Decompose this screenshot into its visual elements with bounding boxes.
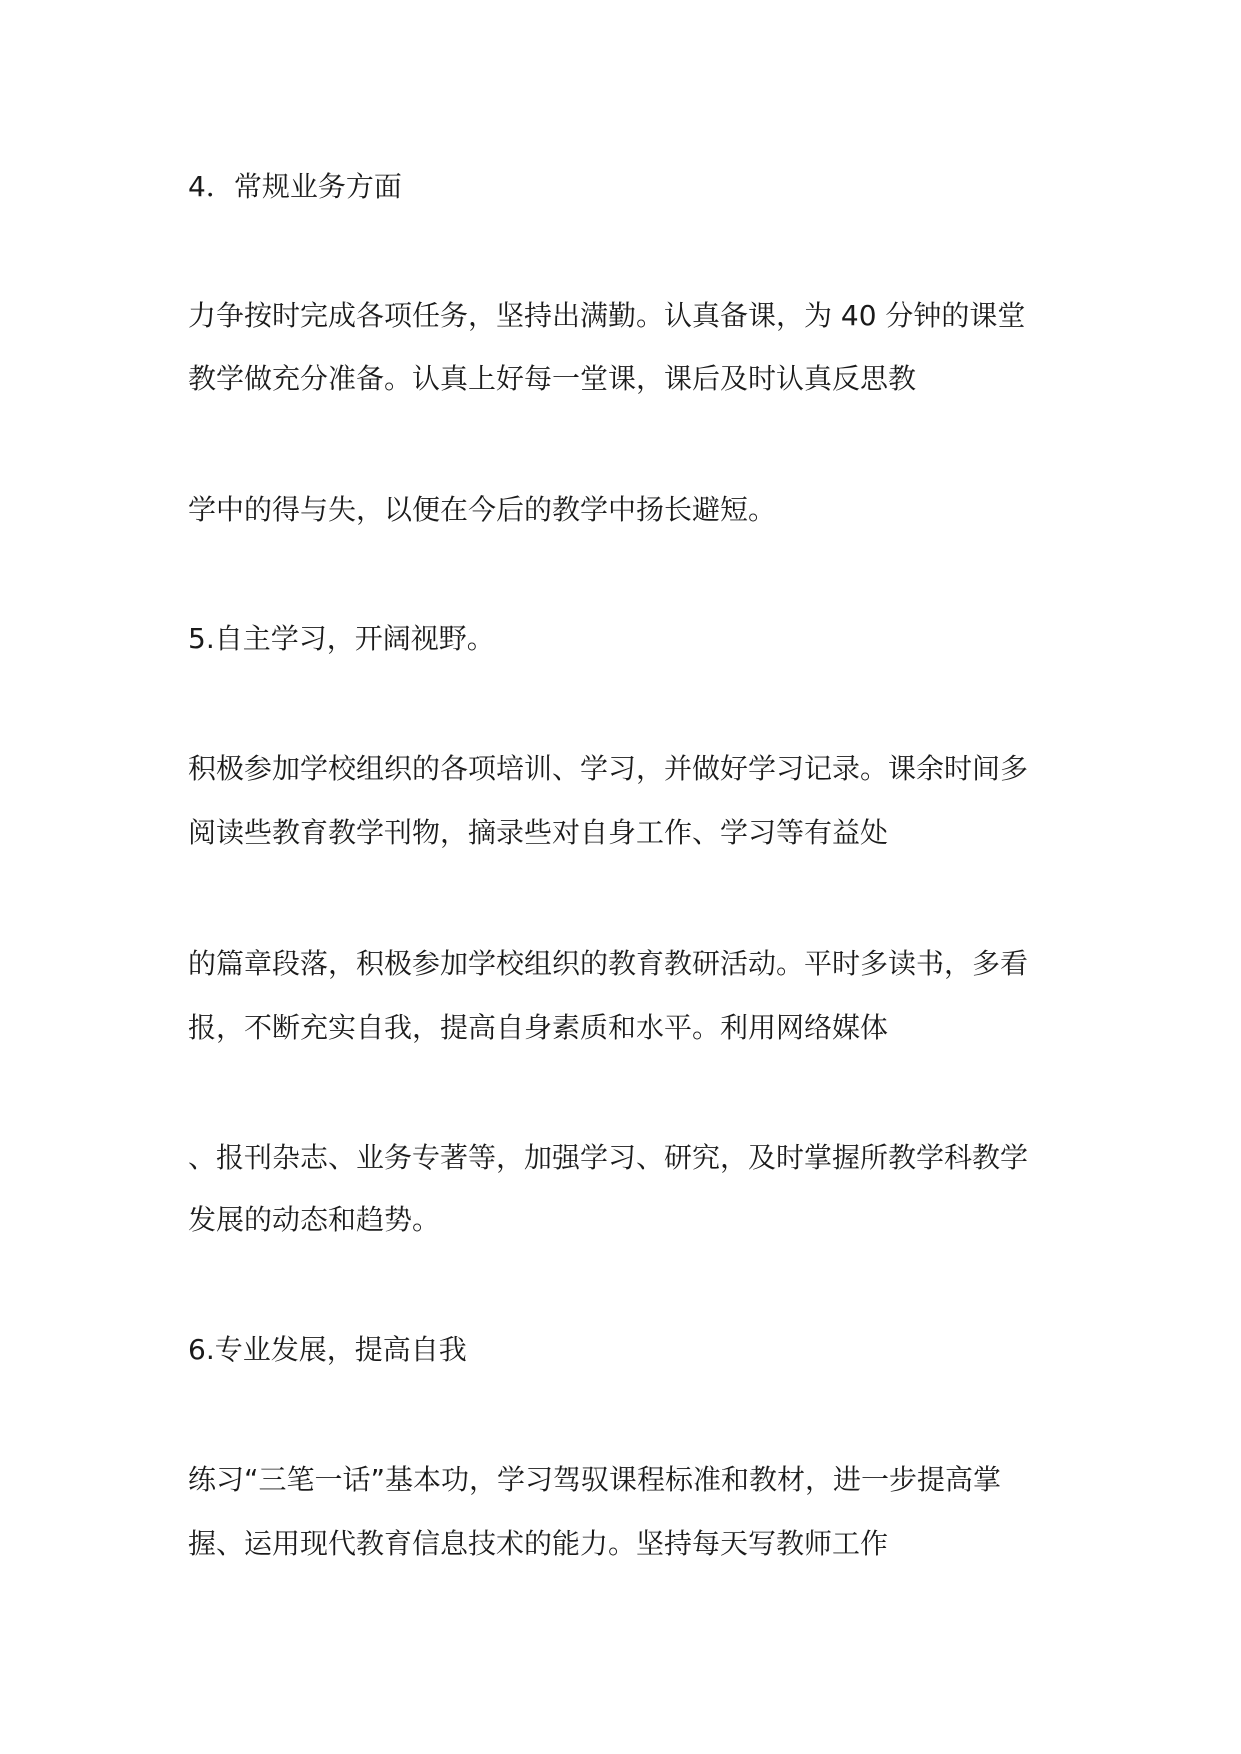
paragraph-line: 握、运用现代教育信息技术的能力。坚持每天写教师工作 (188, 1527, 889, 1560)
paragraph-line: 积极参加学校组织的各项培训、学习，并做好学习记录。课余时间多 (188, 752, 1029, 785)
paragraph-line: 报，不断充实自我，提高自身素质和水平。利用网络媒体 (188, 1011, 889, 1044)
section-heading-6: 6.专业发展，提高自我 (188, 1333, 467, 1366)
section-heading-4: 4．常规业务方面 (188, 170, 402, 203)
section-heading-5: 5.自主学习，开阔视野。 (188, 622, 495, 655)
paragraph-line: 、报刊杂志、业务专著等，加强学习、研究，及时掌握所教学科教学 (188, 1141, 1029, 1174)
paragraph-line: 学中的得与失，以便在今后的教学中扬长避短。 (188, 493, 777, 526)
paragraph-line: 阅读些教育教学刊物，摘录些对自身工作、学习等有益处 (188, 816, 889, 849)
paragraph-line: 力争按时完成各项任务，坚持出满勤。认真备课，为 40 分钟的课堂 (188, 299, 1026, 332)
paragraph-line: 练习“三笔一话”基本功，学习驾驭课程标准和教材，进一步提高掌 (188, 1463, 1002, 1496)
paragraph-line: 教学做充分准备。认真上好每一堂课，课后及时认真反思教 (188, 362, 917, 395)
paragraph-line: 发展的动态和趋势。 (188, 1203, 441, 1236)
paragraph-line: 的篇章段落，积极参加学校组织的教育教研活动。平时多读书，多看 (188, 947, 1029, 980)
